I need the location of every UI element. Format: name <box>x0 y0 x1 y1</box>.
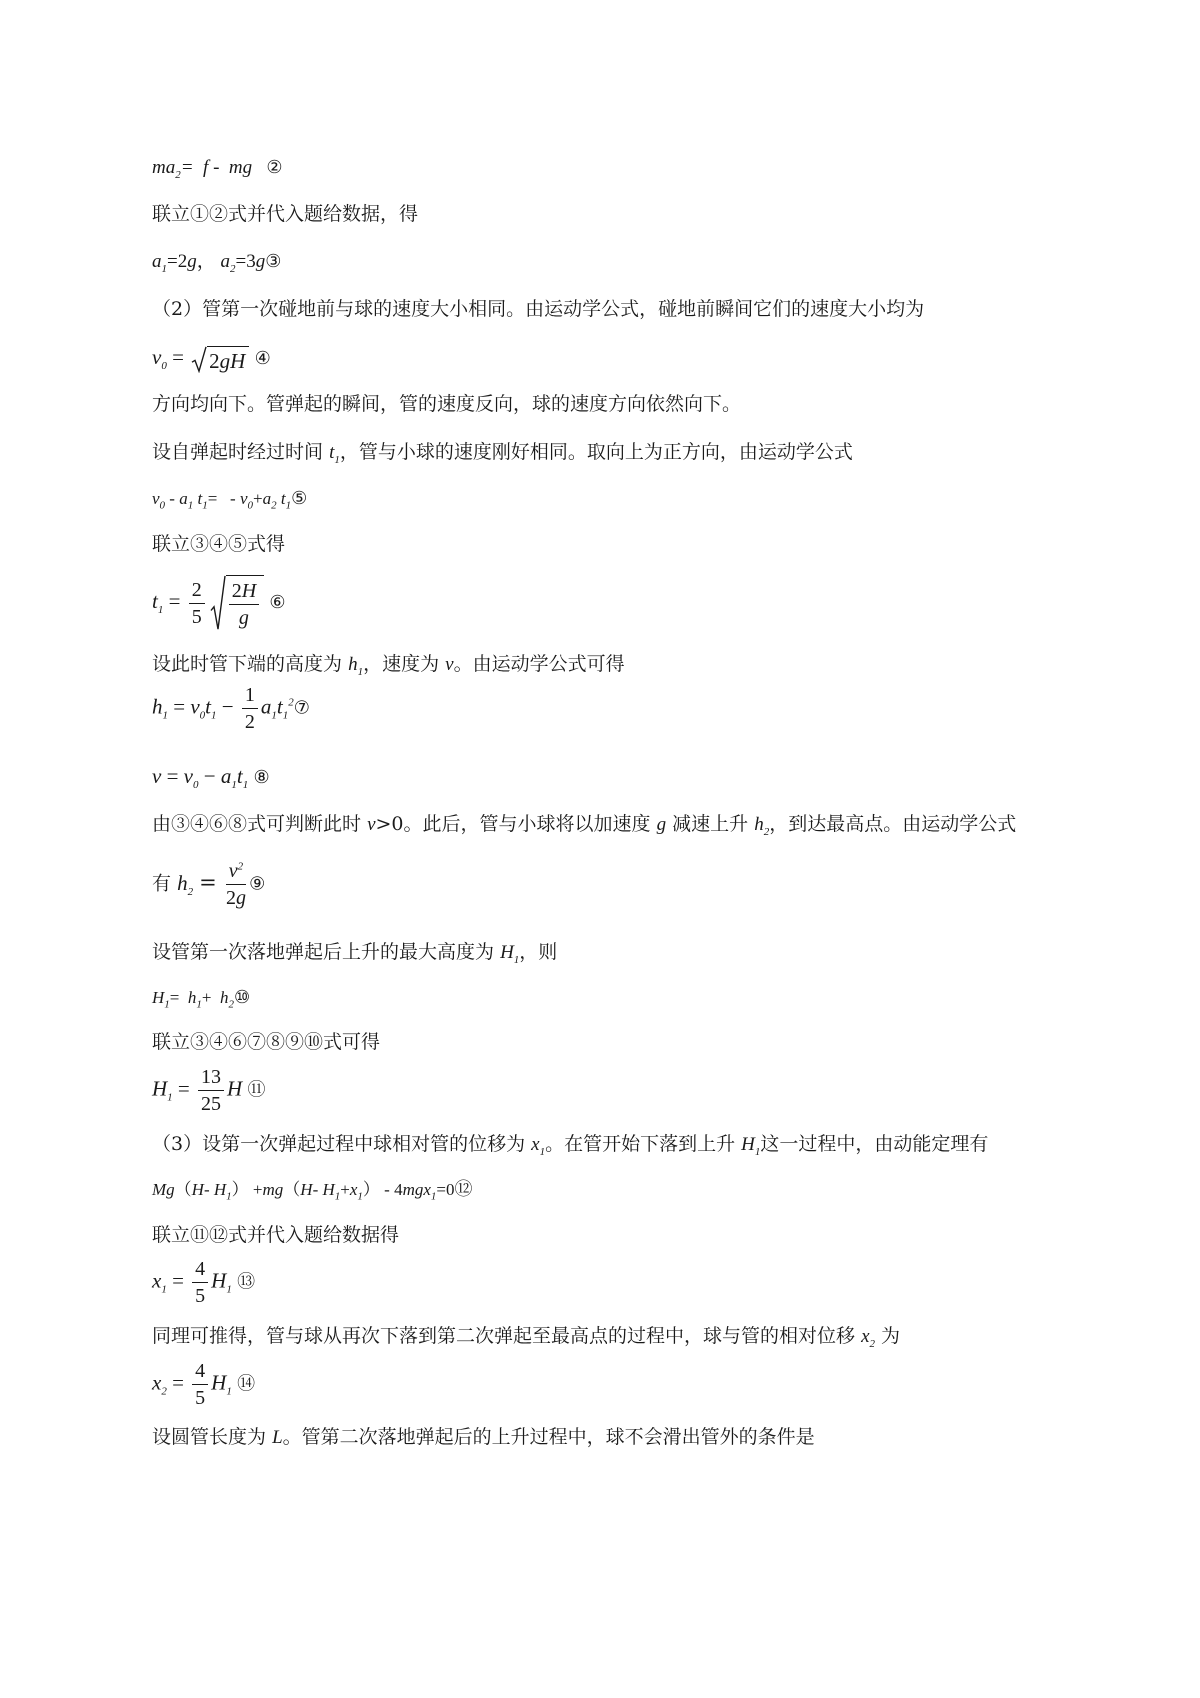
equation-number: ⑨ <box>249 873 266 895</box>
equation-6: $t_1$ = $\frac{2}{5}$ $\frac{2H}{g}$ ⑥ <box>152 575 286 631</box>
equation-number: ⑥ <box>269 591 286 613</box>
equation-number: ⑬ <box>237 1271 256 1293</box>
equation-number: ⑧ <box>253 767 270 788</box>
text-line: 由③④⑥⑧式可判断此时 v>0。此后，管与小球将以加速度 g 减速上升 $h_2$，到达最高点。由运动学公式 <box>152 813 1017 838</box>
equation-13: $x_1$ = $\frac{4}{5}$ $H_1$ ⑬ <box>152 1258 256 1307</box>
equation-3: $a_1=2g$， $a_2=3g③$ <box>152 251 282 275</box>
equation-14: $x_2$ = $\frac{4}{5}$ $H_1$ ⑭ <box>152 1360 256 1409</box>
text-line: 联立③④⑤式得 <box>152 533 286 555</box>
equation-number: ⑭ <box>237 1373 256 1395</box>
equation-number: ⑦ <box>293 697 310 719</box>
equation-7: $h_1 = v_0t_1$ − $\frac{1}{2}$ $a_1t_1^2⑦$ <box>152 684 310 733</box>
equation-number: ⑪ <box>247 1079 266 1101</box>
equation-2: $ma_2= f$ - mg ② <box>152 157 283 181</box>
equation-number: ⑫ <box>454 1179 473 1200</box>
equation-number: ③ <box>265 251 282 272</box>
text-line: 方向均向下。管弹起的瞬间，管的速度反向，球的速度方向依然向下。 <box>152 393 742 415</box>
text-line: （2）管第一次碰地前与球的速度大小相同。由运动学公式，碰地前瞬间它们的速度大小均为 <box>152 298 925 320</box>
equation-11: $H_1$ = $\frac{13}{25}$ H ⑪ <box>152 1066 266 1115</box>
equation-number: ② <box>266 157 283 178</box>
equation-4: $v_0$ = 2gH ④ <box>152 345 271 373</box>
text-line: 联立③④⑥⑦⑧⑨⑩式可得 <box>152 1031 381 1053</box>
text-line: 设自弹起时经过时间 $t_1$，管与小球的速度刚好相同。取向上为正方向，由运动学公式 <box>152 441 853 466</box>
text-line: 设管第一次落地弹起后上升的最大高度为 $H_1$，则 <box>152 941 558 966</box>
text-line: 同理可推得，管与球从再次下落到第二次弹起至最高点的过程中，球与管的相对位移 $x_2$ 为 <box>152 1325 901 1350</box>
sqrt-2gH: 2gH <box>191 346 249 373</box>
equation-8: $v = v_0 - a_1t_1$ ⑧ <box>152 764 270 792</box>
equation-5: $v_0 - a_1$ $t_1= - v_0+a_2$ $t_1⑤$ <box>152 488 308 512</box>
equation-number: ⑤ <box>291 488 308 509</box>
equation-12: Mg（H- $H_1) +mg(H-$ $H_1+x_1$） - 4mgx$_1$=0⑫ <box>152 1179 473 1203</box>
equation-9: 有 $h_2$ = $\frac{v^2}{2g}$ ⑨ <box>152 860 266 909</box>
equation-number: ⑩ <box>233 987 251 1008</box>
text-line: 联立①②式并代入题给数据，得 <box>152 203 419 225</box>
text-line: （3）设第一次弹起过程中球相对管的位移为 $x_1$。在管开始下落到上升 $H_1$这一过程中，由动能定理有 <box>152 1133 989 1158</box>
text-line: 设圆管长度为 L。管第二次落地弹起后的上升过程中，球不会滑出管外的条件是 <box>152 1426 815 1448</box>
text-line: 设此时管下端的高度为 $h_1$，速度为 v。由运动学公式可得 <box>152 653 625 678</box>
sqrt-2H-over-g: $\frac{2H}{g}$ <box>210 575 264 631</box>
text-line: 联立⑪⑫式并代入题给数据得 <box>152 1224 400 1246</box>
equation-number: ④ <box>254 348 271 369</box>
equation-10: $H_1= h_1+$ $h_2⑩$ <box>152 987 251 1011</box>
